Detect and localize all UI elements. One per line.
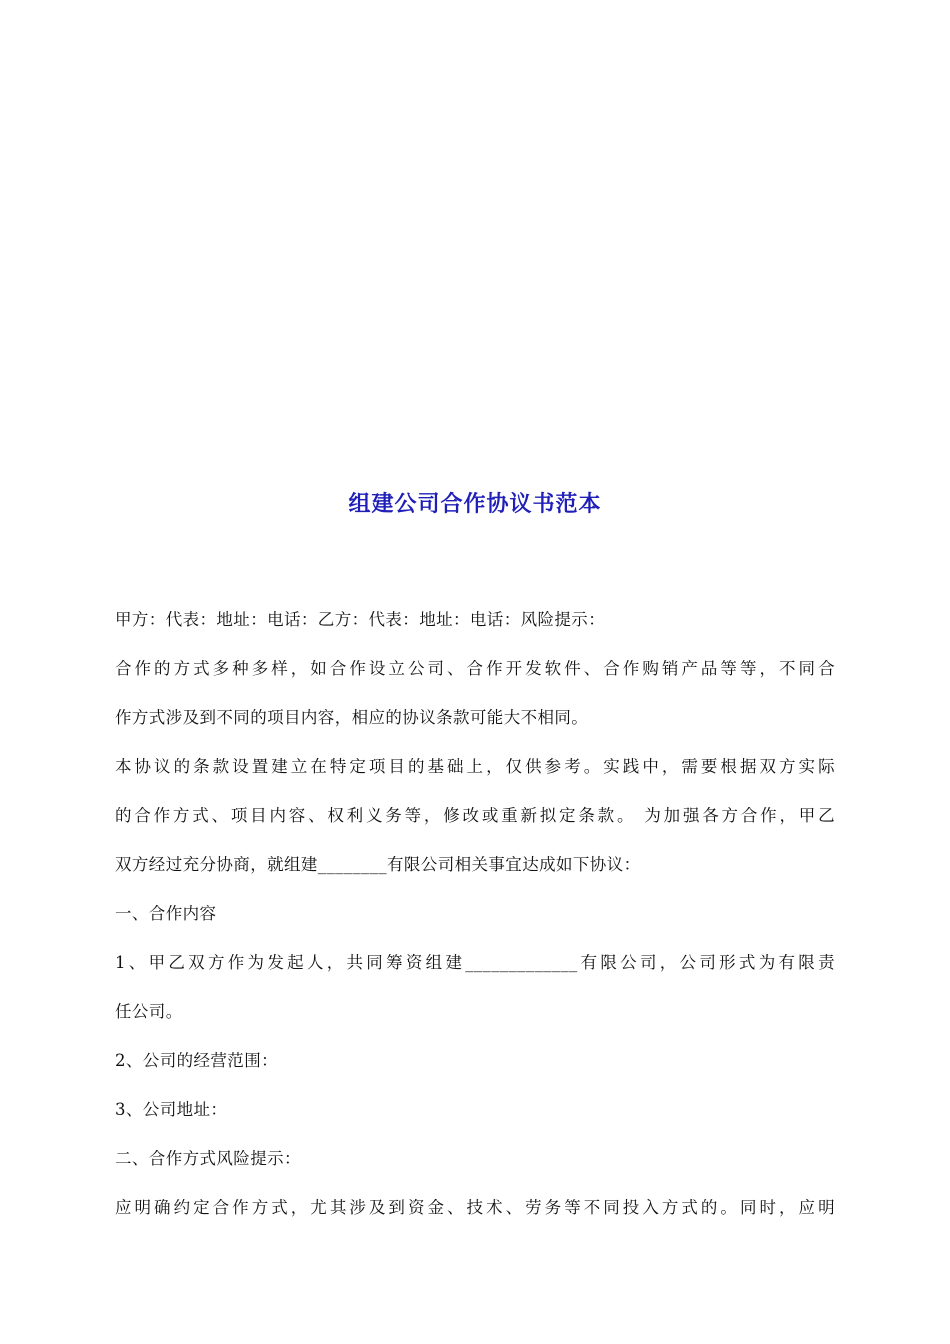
paragraph-line: 作方式涉及到不同的项目内容，相应的协议条款可能大不相同。 bbox=[115, 708, 589, 727]
clause-item-1: 1、甲乙双方作为发起人，共同筹资组建_____________有限公司，公司形式为有限责 bbox=[115, 953, 835, 972]
clause-item-3: 3、公司地址： bbox=[115, 1100, 228, 1119]
clause-item-2: 2、公司的经营范围： bbox=[115, 1051, 278, 1070]
paragraph-line-parties: 甲方：代表：地址：电话：乙方：代表：地址：电话：风险提示： bbox=[115, 610, 606, 629]
paragraph-line: 本协议的条款设置建立在特定项目的基础上，仅供参考。实践中，需要根据双方实际 bbox=[115, 757, 835, 776]
document-title: 组建公司合作协议书范本 bbox=[348, 491, 602, 517]
paragraph-line: 的合作方式、项目内容、权利义务等，修改或重新拟定条款。 为加强各方合作，甲乙 bbox=[115, 806, 835, 825]
paragraph-line: 合作的方式多种多样，如合作设立公司、合作开发软件、合作购销产品等等，不同合 bbox=[115, 659, 835, 678]
paragraph-line: 双方经过充分协商，就组建________有限公司相关事宜达成如下协议： bbox=[115, 855, 641, 874]
document-body bbox=[115, 604, 835, 1241]
clause-item-1-continued: 任公司。 bbox=[115, 1002, 183, 1021]
section-heading-cooperation-method: 二、合作方式风险提示： bbox=[115, 1149, 301, 1168]
section-heading-cooperation-content: 一、合作内容 bbox=[115, 904, 217, 923]
paragraph-line: 应明确约定合作方式，尤其涉及到资金、技术、劳务等不同投入方式的。同时，应明 bbox=[115, 1198, 835, 1217]
